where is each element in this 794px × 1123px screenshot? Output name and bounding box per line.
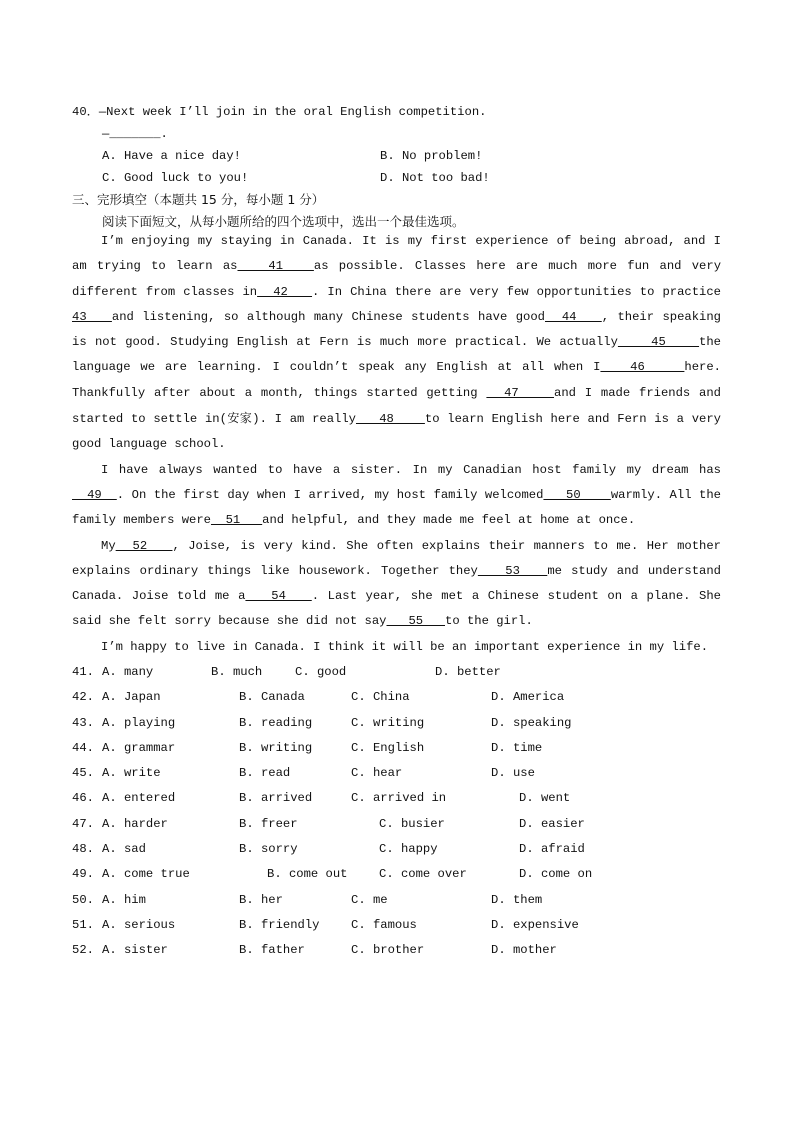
blank-51: 51: [210, 513, 263, 528]
option-c: C. English: [351, 740, 425, 755]
option-row: [72, 761, 732, 786]
question-40-stem: 40．—Next week I’ll join in the oral English competition.: [72, 105, 487, 119]
option-row: [72, 913, 732, 938]
option-c: C. me: [351, 892, 388, 907]
text: and listening, so although many Chinese students have good: [111, 309, 545, 324]
passage-paragraph-1: [72, 229, 721, 458]
option-a: A. Have a nice day!: [102, 149, 241, 163]
text: ). I am really: [252, 412, 356, 427]
answer-options: [72, 660, 732, 964]
text: the language we are learning. I couldn’t speak any English at all when I: [72, 335, 721, 375]
option-b: B. Canada: [239, 690, 305, 705]
blank-48: 48: [355, 412, 425, 427]
option-c: C. good: [295, 665, 347, 679]
text: , their speaking is not good. Studying English at Fern is much more practical. We actually: [72, 309, 721, 350]
option-d: D. easier: [519, 816, 585, 831]
option-row: [72, 786, 732, 811]
blank-44: 44: [544, 309, 602, 324]
option-a: A. write: [102, 766, 161, 781]
option-number: 41.: [72, 665, 94, 679]
option-row: [72, 736, 732, 761]
option-number: 42.: [72, 690, 94, 705]
section-title: 三、完形填空（本题共 15 分，每小题 1 分）: [72, 192, 325, 207]
option-b: B. come out: [267, 867, 348, 882]
blank-50: 50: [543, 487, 611, 502]
blank-41: 41: [237, 259, 314, 274]
option-number: 49.: [72, 867, 94, 882]
text: . Last year, she met a Chinese student on a plane. She said she felt sorry because she did not say: [72, 589, 721, 629]
option-c: C. writing: [351, 715, 425, 730]
option-d: D. better: [435, 665, 501, 679]
option-a: A. sister: [102, 943, 168, 958]
option-row: [72, 685, 732, 710]
text: . On the first day when I arrived, my host family welcomed: [116, 487, 544, 502]
text: as possible. Classes here are much more fun and very different from classes in: [72, 259, 722, 299]
option-c: C. busier: [379, 816, 445, 831]
option-a: A. playing: [102, 715, 176, 730]
option-number: 46.: [72, 791, 94, 806]
option-number: 48.: [72, 842, 94, 857]
option-a: A. Japan: [102, 690, 161, 705]
text: and I made friends and started to settle in(: [72, 385, 721, 427]
text: I have always wanted to have a sister. In my Canadian host family my dream has: [101, 462, 721, 477]
blank-45: 45: [617, 335, 700, 350]
question-40-answer-line: —_______.: [102, 127, 168, 141]
passage-paragraph-4: [72, 635, 721, 660]
option-d: D. afraid: [519, 842, 585, 857]
option-a: A. entered: [102, 791, 176, 806]
chinese-gloss: 安家: [226, 411, 253, 426]
option-row: [72, 812, 732, 837]
text: to the girl.: [445, 614, 533, 629]
option-b: B. arrived: [239, 791, 313, 806]
option-b: B. father: [239, 943, 305, 958]
blank-55: 55: [386, 614, 446, 629]
option-b: B. reading: [239, 715, 313, 730]
text: me study and understand Canada. Joise told me a: [72, 563, 721, 604]
question-40-options-row-2: [72, 167, 732, 189]
option-b: B. No problem!: [380, 149, 483, 163]
option-row: [72, 888, 732, 913]
option-d: D. Not too bad!: [380, 171, 490, 185]
option-c: C. come over: [379, 867, 467, 882]
option-b: B. read: [239, 766, 291, 781]
option-number: 45.: [72, 766, 94, 781]
option-c: C. Good luck to you!: [102, 171, 249, 185]
option-c: C. arrived in: [351, 791, 447, 806]
option-a: A. serious: [102, 917, 176, 932]
blank-54: 54: [245, 589, 312, 604]
text: , Joise, is very kind. She often explains their manners to me. Her mother explains ordinary things like housework. Together they: [72, 538, 721, 578]
option-c: C. China: [351, 690, 410, 705]
text: I’m happy to live in Canada. I think it will be an important experience in my life.: [101, 639, 709, 654]
text: to learn English here and Fern is a very good language school.: [72, 412, 721, 452]
text: My: [101, 538, 116, 553]
option-number: 43.: [72, 715, 94, 730]
option-b: B. friendly: [239, 917, 320, 932]
option-d: D. them: [491, 892, 543, 907]
blank-47: 47: [486, 385, 555, 400]
option-number: 50.: [72, 892, 94, 907]
text: and helpful, and they made me feel at home at once.: [262, 513, 636, 528]
option-d: D. America: [491, 690, 565, 705]
option-row: [72, 660, 732, 685]
blank-49: 49: [72, 487, 117, 502]
option-b: B. freer: [239, 816, 298, 831]
option-c: C. famous: [351, 917, 417, 932]
option-a: A. many: [102, 665, 154, 679]
text: I’m enjoying my staying in Canada. It is my first experience of being abroad, and I am trying to learn as: [72, 234, 721, 274]
option-number: 44.: [72, 740, 94, 755]
option-a: A. harder: [102, 816, 168, 831]
option-b: B. sorry: [239, 842, 298, 857]
question-40-options-row-1: [72, 145, 732, 167]
section-instruction: 阅读下面短文，从每小题所给的四个选项中，选出一个最佳选项。: [102, 214, 465, 229]
option-number: 51.: [72, 917, 94, 932]
blank-42: 42: [257, 284, 313, 299]
blank-53: 53: [477, 563, 548, 578]
option-b: B. writing: [239, 740, 313, 755]
option-number: 52.: [72, 943, 94, 958]
option-row: [72, 711, 732, 736]
passage-paragraph-3: [72, 534, 721, 635]
option-c: C. brother: [351, 943, 425, 958]
option-d: D. expensive: [491, 917, 579, 932]
cloze-passage: [72, 229, 721, 660]
blank-52: 52: [115, 538, 173, 553]
option-c: C. happy: [379, 842, 438, 857]
option-d: D. come on: [519, 867, 593, 882]
option-a: A. sad: [102, 842, 146, 857]
option-d: D. mother: [491, 943, 557, 958]
blank-43: 43: [72, 309, 112, 324]
question-40: [72, 101, 732, 233]
text: warmly. All the family members were: [72, 487, 721, 528]
option-row: [72, 938, 732, 963]
option-d: D. speaking: [491, 715, 572, 730]
option-d: D. use: [491, 766, 535, 781]
option-a: A. come true: [102, 867, 190, 882]
option-a: A. grammar: [102, 740, 176, 755]
text: . In China there are very few opportunities to practice: [312, 284, 722, 299]
option-b: B. much: [211, 665, 263, 679]
option-b: B. her: [239, 892, 283, 907]
passage-paragraph-2: [72, 458, 721, 534]
option-d: D. went: [519, 791, 571, 806]
text: here. Thankfully after about a month, things started getting: [72, 360, 721, 400]
option-a: A. him: [102, 892, 146, 907]
option-c: C. hear: [351, 766, 403, 781]
option-d: D. time: [491, 740, 543, 755]
option-row: [72, 837, 732, 862]
option-row: [72, 862, 732, 887]
option-number: 47.: [72, 816, 94, 831]
blank-46: 46: [600, 360, 685, 375]
